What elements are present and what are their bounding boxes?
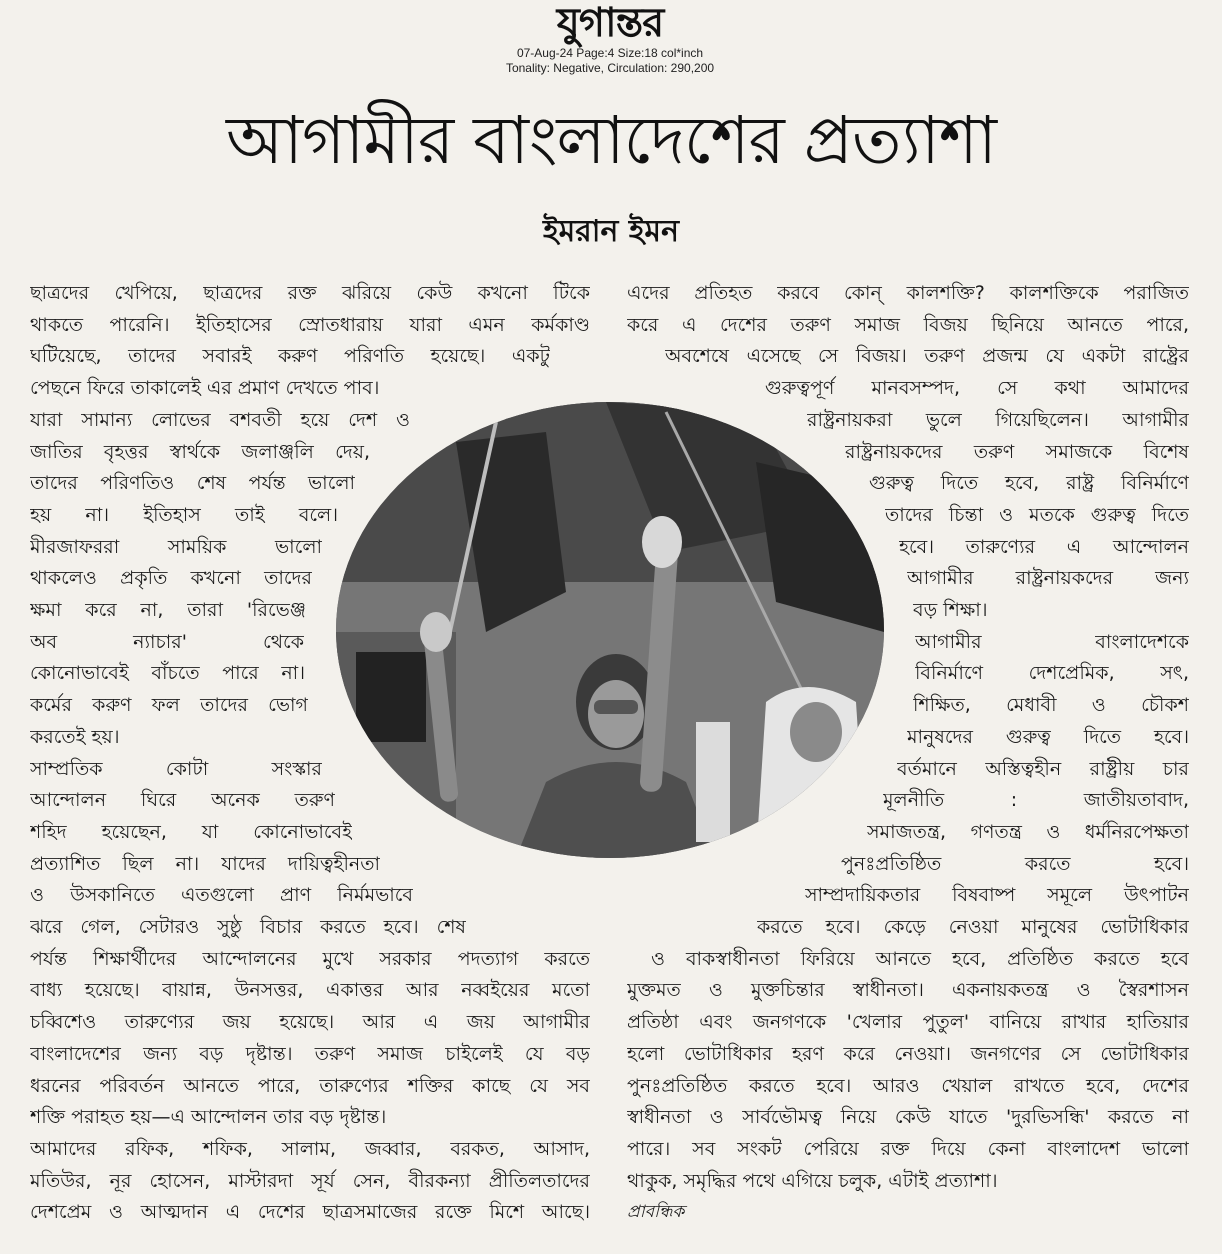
article-line: মতিউর, নূর হোসেন, মাস্টারদা সূর্য সেন, বীরকন্যা প্রীতিলতাদের [30, 1169, 590, 1192]
article-line: তাদের পরিণতিও শেষ পর্যন্ত ভালো [30, 472, 355, 495]
protest-photo-image [336, 402, 884, 858]
article-line: বিনির্মাণে দেশপ্রেমিক, সৎ, [915, 662, 1189, 685]
article-line: তাদের চিন্তা ও মতকে গুরুত্ব দিতে [885, 503, 1189, 526]
article-line: শহিদ হয়েছেন, যা কোনোভাবেই [30, 820, 352, 843]
article-line: ঝরে গেল, সেটারও সুষ্ঠু বিচার করতে হবে। শেষ [30, 916, 466, 939]
article-line: হলো ভোটাধিকার হরণ করে নেওয়া। জনগণের সে ভোটাধিকার [627, 1042, 1189, 1065]
article-line: বর্তমানে অস্তিত্বহীন রাষ্ট্রীয় চার [897, 757, 1189, 780]
article-line: কর্মের করুণ ফল তাদের ভোগ [30, 694, 308, 717]
article-line: হবে। তারুণ্যের এ আন্দোলন [899, 535, 1189, 558]
article-line: মূলনীতি : জাতীয়তাবাদ, [883, 789, 1189, 812]
article-line: মানুষদের গুরুত্ব দিতে হবে। [907, 725, 1189, 748]
article-line: বাধ্য হয়েছে। বায়ান্ন, উনসত্তর, একাত্তর আর নব্বইয়ের মতো [30, 979, 590, 1002]
article-line: দেশপ্রেম ও আত্মদান এ দেশের ছাত্রসমাজের রক্তে মিশে আছে। [30, 1201, 590, 1224]
article-line: করে এ দেশের তরুণ সমাজ বিজয় ছিনিয়ে আনতে পারে, [627, 313, 1189, 336]
article-line: প্রত্যাশিত ছিল না। যাদের দায়িত্বহীনতা [30, 852, 380, 875]
article-line: ক্ষমা করে না, তারা 'রিভেঞ্জ [30, 599, 306, 622]
article-line: এদের প্রতিহত করবে কোন্ কালশক্তি? কালশক্তিকে পরাজিত [627, 282, 1189, 304]
article-line: আমাদের রফিক, শফিক, সালাম, জব্বার, বরকত, আসাদ, [30, 1137, 590, 1160]
article-line: আন্দোলন ঘিরে অনেক তরুণ [30, 789, 335, 812]
author-designation: প্রাবন্ধিক [627, 1202, 685, 1223]
article-line: সমাজতন্ত্র, গণতন্ত্র ও ধর্মনিরপেক্ষতা [867, 820, 1189, 843]
article-line: রাষ্ট্রনায়কদের তরুণ সমাজকে বিশেষ [845, 440, 1189, 463]
article-line: পুনঃপ্রতিষ্ঠিত করতে হবে। [841, 852, 1189, 875]
protest-photo-illustration [336, 402, 884, 858]
article-line: শিক্ষিত, মেধাবী ও চৌকশ [913, 694, 1189, 717]
article-line: রাষ্ট্রনায়করা ভুলে গিয়েছিলেন। আগামীর [807, 408, 1189, 431]
article-line: পারে। সব সংকট পেরিয়ে রক্ত দিয়ে কেনা বাংলাদেশ ভালো [627, 1137, 1189, 1160]
article-line: মীরজাফররা সাময়িক ভালো [30, 535, 322, 558]
article-line: সাম্প্রদায়িকতার বিষবাষ্প সমূলে উৎপাটন [805, 884, 1189, 907]
article-line: বড় শিক্ষা। [913, 599, 988, 622]
article-line: প্রতিষ্ঠা এবং জনগণকে 'খেলার পুতুল' বানিয়ে রাখার হাতিয়ার [627, 1011, 1189, 1034]
article-line: কোনোভাবেই বাঁচতে পারে না। [30, 662, 305, 685]
article-line: বাংলাদেশের জন্য বড় দৃষ্টান্ত। তরুণ সমাজ চাইলেই যে বড় [30, 1042, 590, 1065]
article-line: মুক্তমত ও মুক্তচিন্তার স্বাধীনতা। একনায়কতন্ত্র ও স্বৈরশাসন [627, 979, 1189, 1002]
article-headline: আগামীর বাংলাদেশের প্রত্যাশা [225, 102, 997, 179]
article-line: যারা সামান্য লোভের বশবতী হয়ে দেশ ও [30, 408, 410, 431]
article-line: করতে হবে। কেড়ে নেওয়া মানুষের ভোটাধিকার [757, 916, 1189, 939]
article-line: গুরুত্ব দিতে হবে, রাষ্ট্র বিনির্মাণে [869, 472, 1189, 495]
article-line: শক্তি পরাহত হয়—এ আন্দোলন তার বড় দৃষ্টান্ত। [30, 1106, 387, 1129]
article-line: থাকলেও প্রকৃতি কখনো তাদের [30, 567, 312, 590]
article-line: পর্যন্ত শিক্ষার্থীদের আন্দোলনের মুখে সরকার পদত্যাগ করতে [30, 947, 590, 970]
article-line: আগামীর বাংলাদেশকে [915, 630, 1189, 653]
article-line: জাতির বৃহত্তর স্বার্থকে জলাঞ্জলি দেয়, [30, 440, 370, 463]
article-line: ও উসকানিতে এতগুলো প্রাণ নির্মমভাবে [30, 884, 413, 907]
newspaper-masthead [360, 0, 860, 76]
article-line: আগামীর রাষ্ট্রনায়কদের জন্য [907, 567, 1189, 590]
article-line: পুনঃপ্রতিষ্ঠিত করতে হবে। আরও খেয়াল রাখতে হবে, দেশের [627, 1074, 1189, 1097]
article-line: পেছনে ফিরে তাকালেই এর প্রমাণ দেখতে পাব। [30, 377, 380, 400]
article-line: গুরুত্বপূর্ণ মানবসম্পদ, সে কথা আমাদের [765, 377, 1189, 400]
article-line: ছাত্রদের খেপিয়ে, ছাত্রদের রক্ত ঝরিয়ে কেউ কখনো টিকে [30, 282, 590, 304]
article-line: সাম্প্রতিক কোটা সংস্কার [30, 757, 322, 780]
newspaper-logo: যুগান্তর [556, 0, 664, 46]
article-line: থাকতে পারেনি। ইতিহাসের স্রোতধারায় যারা এমন কর্মকাণ্ড [30, 313, 590, 336]
article-line: থাকুক, সমৃদ্ধির পথে এগিয়ে চলুক, এটাই প্রত্যাশা। [627, 1169, 998, 1192]
article-line: অবশেষে এসেছে সে বিজয়। তরুণ প্রজন্ম যে একটা রাষ্ট্রের [665, 345, 1189, 368]
article-line: ঘটিয়েছে, তাদের সবারই করুণ পরিণতি হয়েছে। একটু [30, 345, 550, 368]
article-line: ও বাকস্বাধীনতা ফিরিয়ে আনতে হবে, প্রতিষ্ঠিত করতে হবে [651, 947, 1189, 970]
article-line: ধরনের পরিবর্তন আনতে পারে, তারুণ্যের শক্তির কাছে যে সব [30, 1074, 590, 1097]
article-line: স্বাধীনতা ও সার্বভৌমত্ব নিয়ে কেউ যাতে 'দুরভিসন্ধি' করতে না [627, 1106, 1189, 1129]
clipping-meta-line1: 07-Aug-24 Page:4 Size:18 col*inch [516, 46, 704, 60]
article-byline: ইমরান ইমন [543, 214, 679, 249]
article-line: অব ন্যাচার' থেকে [30, 630, 304, 653]
article-line: হয় না। ইতিহাস তাই বলে। [30, 503, 338, 526]
clipping-meta-line2: Tonality: Negative, Circulation: 290,200 [505, 61, 715, 75]
article-line: চব্বিশেও তারুণ্যের জয় হয়েছে। আর এ জয় আগামীর [30, 1011, 590, 1034]
article-line: করতেই হয়। [30, 725, 120, 748]
